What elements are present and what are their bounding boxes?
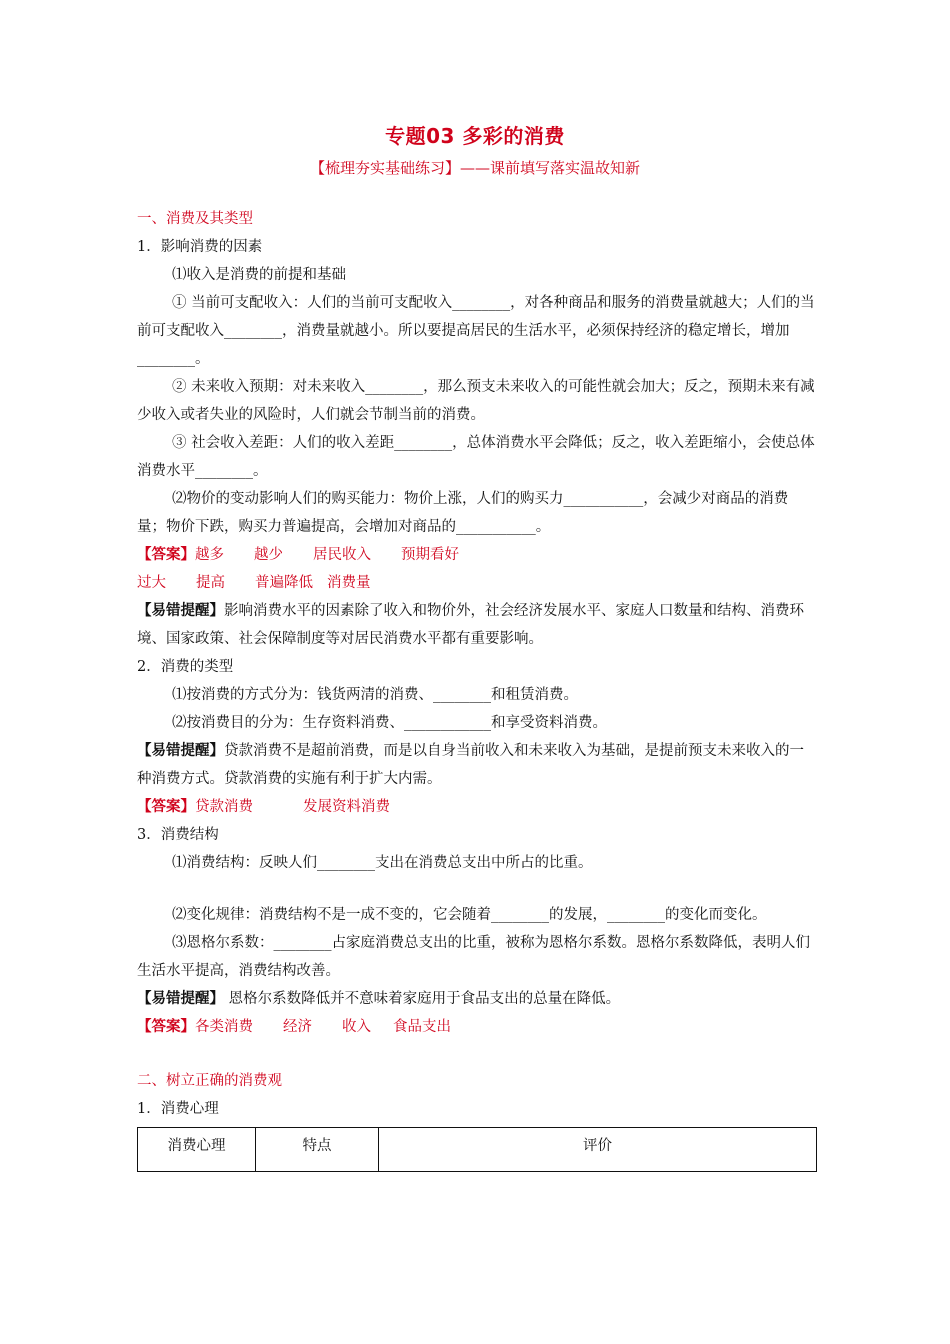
paragraph-income-basis: ⑴收入是消费的前提和基础 (172, 267, 346, 283)
answer-item: 普遍降低 (255, 575, 313, 591)
answer-item: 居民收入 (313, 547, 371, 563)
answer-item: 预期看好 (401, 547, 459, 563)
answer-tag: 【答案】 (137, 798, 195, 815)
answer-item: 经济 (283, 1019, 312, 1035)
paragraph-income-gap: ③ 社会收入差距：人们的收入差距________，总体消费水平会降低；反之，收入差距缩小，会使总体消费水平________。 (137, 435, 815, 479)
table-header-row (138, 1128, 817, 1172)
consumer-psychology-table (137, 1127, 817, 1172)
item-title-1: 1．影响消费的因素 (137, 239, 263, 255)
answer-block-1-line2 (137, 569, 817, 597)
answer-item: 收入 (342, 1019, 371, 1035)
tip-text: 影响消费水平的因素除了收入和物价外，社会经济发展水平、家庭人口数量和结构、消费环境、国家政策、社会保障制度等对居民消费水平都有重要影响。 (137, 603, 804, 647)
tip-tag: 【易错提醒】 (137, 602, 224, 619)
paragraph-structure-rule: ⑵变化规律：消费结构不是一成不变的，它会随着________的发展，________的变化而变化。 (172, 907, 767, 923)
section-heading-2: 二、树立正确的消费观 (137, 1073, 282, 1089)
spacer (137, 877, 817, 901)
table-header-cell: 特点 (256, 1128, 379, 1172)
tip-tag: 【易错提醒】 (137, 742, 224, 759)
paragraph-future-income: ② 未来收入预期：对未来收入________，那么预支未来收入的可能性就会加大；反之，预期未来有减少收入或者失业的风险时，人们就会节制当前的消费。 (137, 379, 815, 423)
item-title-4: 1．消费心理 (137, 1101, 219, 1117)
answer-item: 各类消费 (195, 1019, 253, 1035)
document-body (137, 205, 817, 1172)
page-title: 专题03 多彩的消费 (385, 124, 565, 148)
answer-item: 越少 (254, 547, 283, 563)
item-title-3: 3．消费结构 (137, 827, 219, 843)
answer-block-3 (137, 1013, 817, 1041)
answer-item: 发展资料消费 (303, 799, 390, 815)
paragraph-consumption-purpose: ⑵按消费目的分为：生存资料消费、____________和享受资料消费。 (172, 715, 607, 731)
answer-item: 越多 (195, 547, 224, 563)
answer-item: 食品支出 (393, 1019, 451, 1035)
paragraph-consumption-method: ⑴按消费的方式分为：钱货两清的消费、________和租赁消费。 (172, 687, 578, 703)
answer-item: 消费量 (327, 575, 371, 591)
item-title-2: 2．消费的类型 (137, 659, 234, 675)
tip-tag: 【易错提醒】 (137, 990, 224, 1007)
answer-item: 贷款消费 (195, 799, 253, 815)
page-subtitle: 【梳理夯实基础练习】——课前填写落实温故知新 (309, 159, 640, 177)
tip-text: 贷款消费不是超前消费，而是以自身当前收入和未来收入为基础，是提前预支未来收入的一种消费方式。贷款消费的实施有利于扩大内需。 (137, 743, 804, 787)
paragraph-price-change: ⑵物价的变动影响人们的购买能力：物价上涨，人们的购买力___________，会减少对商品的消费量；物价下跌，购买力普遍提高，会增加对商品的___________。 (137, 491, 789, 535)
answer-block-2 (137, 793, 817, 821)
paragraph-disposable-income: ① 当前可支配收入：人们的当前可支配收入________，对各种商品和服务的消费量就越大；人们的当前可支配收入________，消费量就越小。所以要提高居民的生活水平，必须保持经济的稳定增长，增加________。 (137, 295, 815, 367)
answer-block-1 (137, 541, 817, 569)
tip-block-2 (137, 737, 817, 793)
paragraph-structure-def: ⑴消费结构：反映人们________支出在消费总支出中所占的比重。 (172, 855, 593, 871)
tip-block-3 (137, 985, 817, 1013)
answer-item: 提高 (196, 575, 225, 591)
answer-tag: 【答案】 (137, 546, 195, 563)
tip-text: 恩格尔系数降低并不意味着家庭用于食品支出的总量在降低。 (224, 991, 621, 1007)
paragraph-engel-coefficient: ⑶恩格尔系数：________占家庭消费总支出的比重，被称为恩格尔系数。恩格尔系数降低，表明人们生活水平提高，消费结构改善。 (137, 935, 810, 979)
tip-block-1 (137, 597, 817, 653)
section-heading-1: 一、消费及其类型 (137, 211, 253, 227)
answer-tag: 【答案】 (137, 1018, 195, 1035)
answer-item: 过大 (137, 575, 166, 591)
table-header-cell: 评价 (379, 1128, 817, 1172)
table-header-cell: 消费心理 (138, 1128, 256, 1172)
spacer (137, 1041, 817, 1067)
